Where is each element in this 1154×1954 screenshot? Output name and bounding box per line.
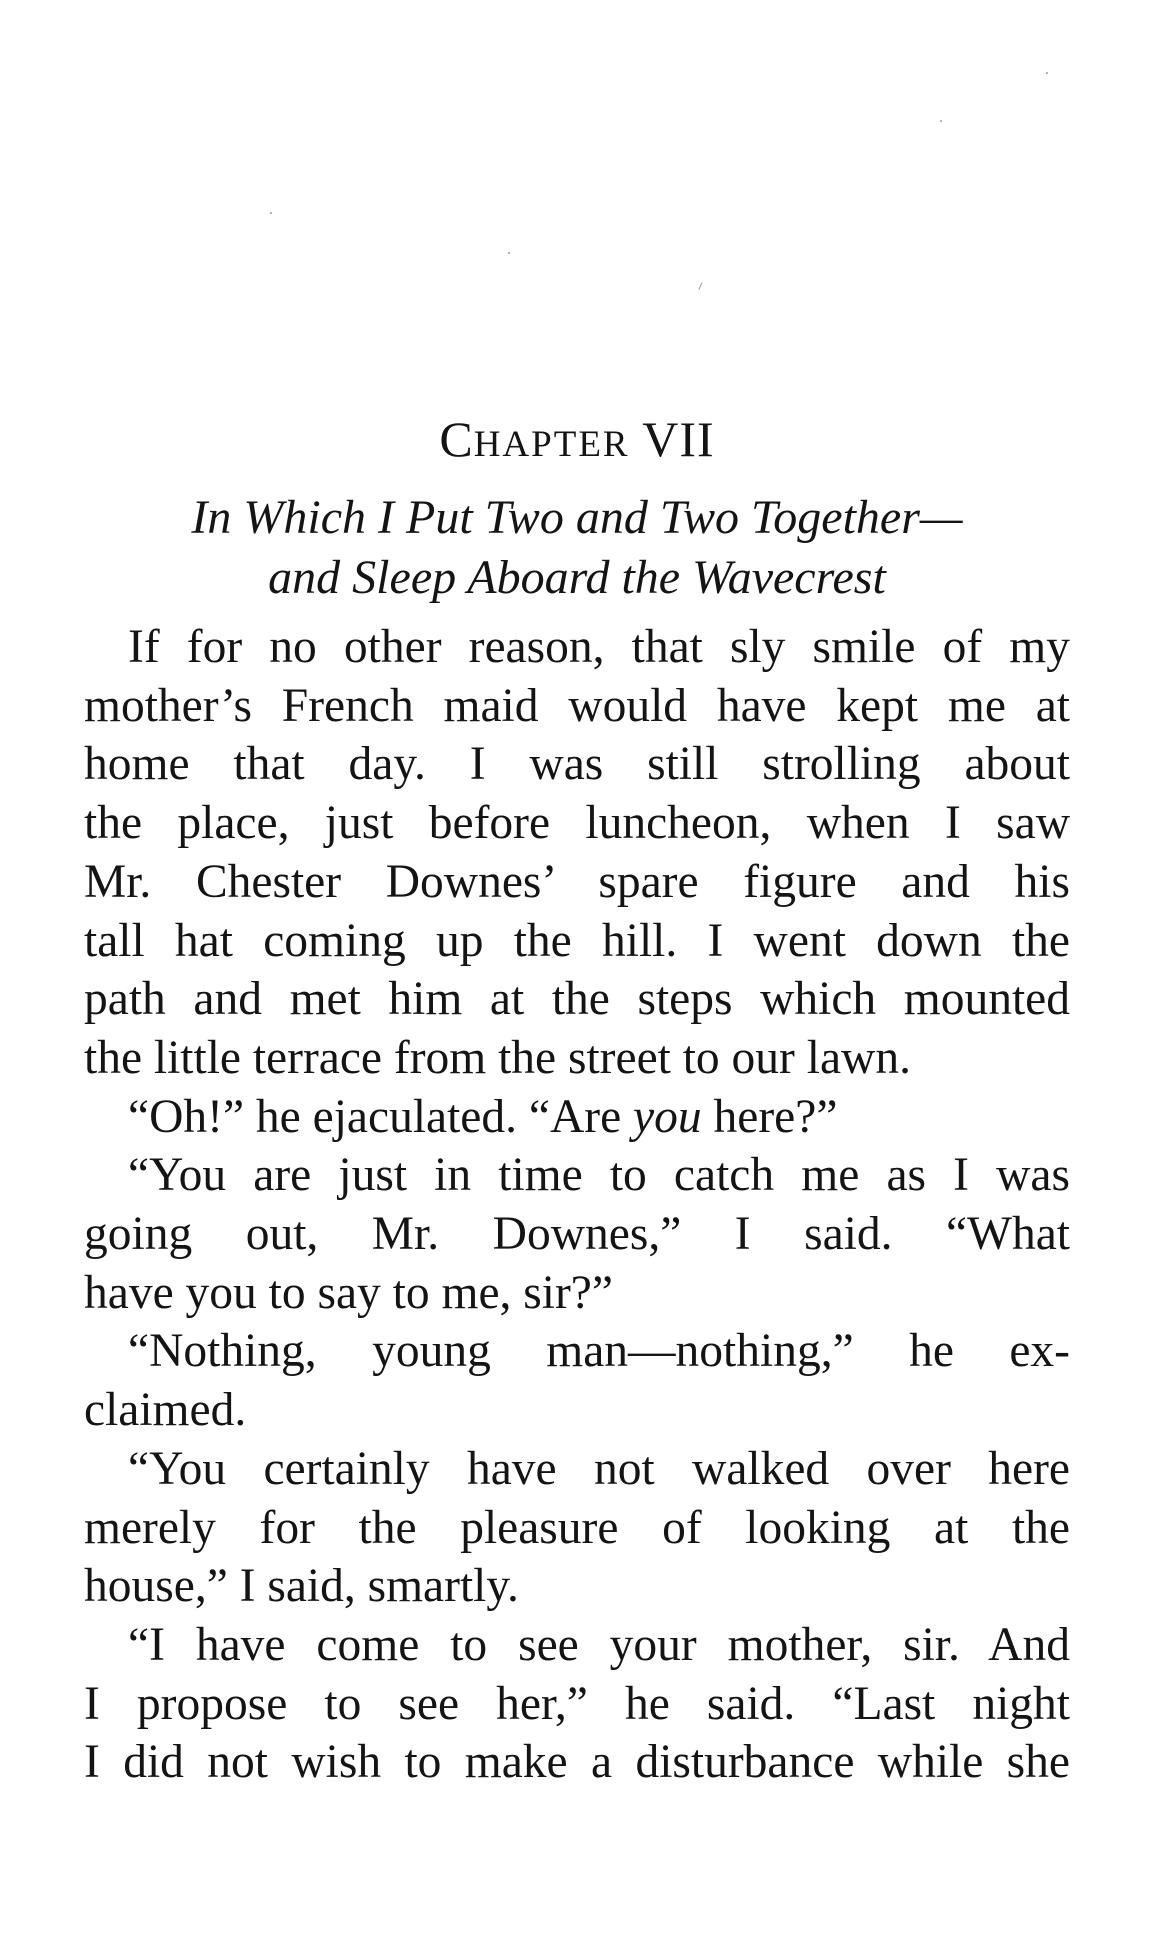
text-line: house,” I said, smartly. [84, 1560, 519, 1613]
quote-text: here?” [701, 1090, 838, 1143]
paragraph-6 [84, 1616, 1070, 1792]
text-line: the place, just before luncheon, when I saw [84, 797, 1070, 850]
text-line: Mr. Chester Downes’ spare figure and his [84, 855, 1070, 908]
text-line: I did not wish to make a disturbance while she [84, 1736, 1070, 1789]
text-line: path and met him at the steps which mounted [84, 973, 1070, 1026]
text-line: “I have come to see your mother, sir. And [128, 1618, 1070, 1671]
body-text [84, 618, 1070, 1792]
text-line: “You certainly have not walked over here [128, 1442, 1070, 1495]
text-line: have you to say to me, sir?” [84, 1266, 613, 1319]
paragraph-5 [84, 1440, 1070, 1616]
chapter-title-line-1: In Which I Put Two and Two Together— [191, 491, 963, 544]
chapter-heading [0, 410, 1154, 468]
chapter-title [0, 488, 1154, 608]
chapter-title-line-2: and Sleep Aboard the Wavecrest [268, 551, 886, 604]
text-line [84, 1088, 1070, 1147]
quote-text: “Oh!” he ejaculated. “Are [128, 1090, 634, 1143]
text-line: “Nothing, young man—nothing,” he ex- [128, 1325, 1070, 1378]
emphasis-text: you [633, 1090, 702, 1143]
text-line: the little terrace from the street to our lawn. [84, 1031, 911, 1084]
text-line: “You are just in time to catch me as I was [128, 1149, 1070, 1202]
text-line: merely for the pleasure of looking at the [84, 1501, 1070, 1554]
text-line: home that day. I was still strolling about [84, 738, 1070, 791]
paragraph-1 [84, 618, 1070, 1088]
chapter-label-initial: C [439, 411, 474, 467]
text-line: If for no other reason, that sly smile of my [128, 621, 1070, 673]
chapter-label-rest: HAPTER [473, 424, 630, 465]
text-line: I propose to see her,” he said. “Last night [84, 1677, 1070, 1730]
text-line: going out, Mr. Downes,” I said. “What [84, 1208, 1070, 1261]
chapter-numeral: VII [642, 411, 715, 467]
paragraph-2 [84, 1088, 1070, 1147]
text-line: tall hat coming up the hill. I went down the [84, 914, 1070, 967]
paragraph-3 [84, 1146, 1070, 1322]
text-line: claimed. [84, 1384, 247, 1437]
paragraph-4 [84, 1322, 1070, 1439]
text-line: mother’s French maid would have kept me at [84, 679, 1070, 732]
